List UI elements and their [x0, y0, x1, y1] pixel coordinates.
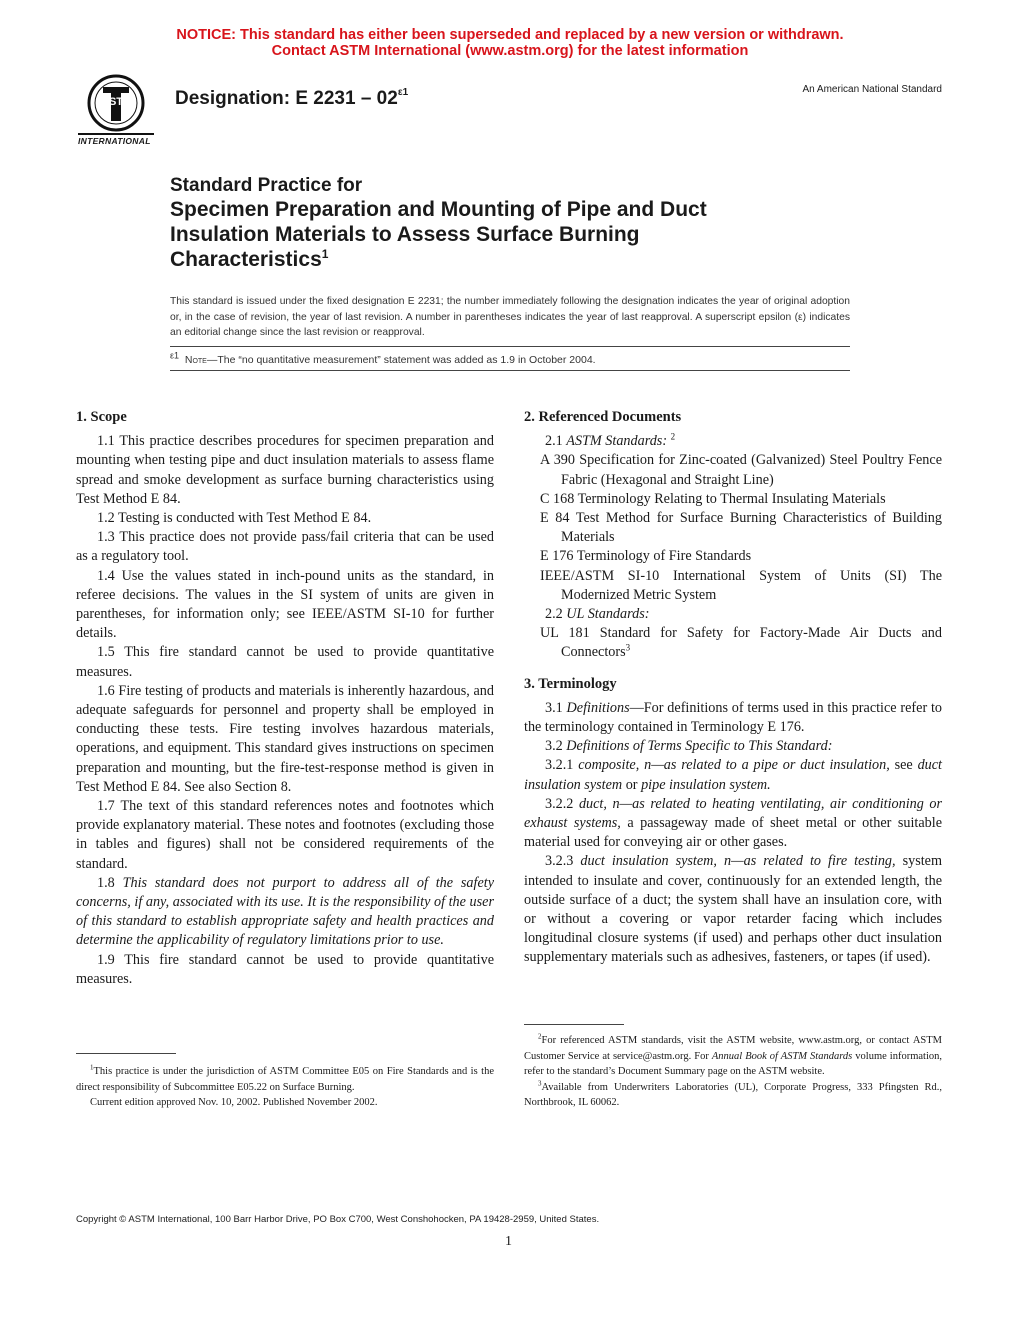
notice-line-2: Contact ASTM International (www.astm.org) for the latest information	[271, 43, 749, 59]
para-1-4: 1.4 Use the values stated in inch-pound units as the standard, in referee decisions. The values in the SI system of units are given in parentheses, for information only; see IEEE/ASTM SI-10 for further details.	[76, 567, 494, 642]
para-1-2: 1.2 Testing is conducted with Test Method E 84.	[97, 510, 372, 527]
notice-line-1: NOTICE: This standard has either been superseded and replaced by a new version or withdrawn.	[176, 27, 844, 43]
para-3-2: 3.2 Definitions of Terms Specific to This Standard:	[545, 738, 833, 755]
logo-subtext: INTERNATIONAL	[78, 136, 151, 146]
divider	[170, 346, 850, 347]
para-1-6: 1.6 Fire testing of products and materials is inherently hazardous, and adequate safeguards for personnel and property shall be employed in conducting these tests. Fire testing involves hazardous materials, operations, and equipment. This standard gives instructions on specimen preparation and mounting, but the fire-test-response method is given in Test Method E 84. See also Section 8.	[76, 682, 494, 795]
epsilon-note: $^{\varepsilon 1}$ Note—The “no quantitative measurement” statement was added as 1.9 in October 2004.	[170, 350, 596, 366]
footnote-rule	[524, 1024, 624, 1025]
ref-c168: C 168 Terminology Relating to Thermal Insulating Materials	[540, 490, 886, 507]
issued-statement: This standard is issued under the fixed designation E 2231; the number immediately following the designation indicates the year of original adoption or, in the case of revision, the year of last revision. A number in parentheses indicates the year of last reapproval. A superscript epsilon (ε) indicates an editorial change since the last revision or reapproval.	[170, 296, 850, 339]
page-number: 1	[505, 1234, 512, 1249]
right-column	[524, 408, 942, 968]
ref-a390: A 390 Specification for Zinc-coated (Galvanized) Steel Poultry Fence Fabric (Hexagonal and Straight Line)	[540, 452, 942, 488]
title-line-2: Specimen Preparation and Mounting of Pipe and Duct	[170, 198, 707, 221]
para-2-2: 2.2 UL Standards:	[545, 606, 650, 623]
copyright: Copyright © ASTM International, 100 Barr Harbor Drive, PO Box C700, West Conshohocken, PA 19428-2959, United States.	[76, 1214, 600, 1225]
footnote-1: $^1$This practice is under the jurisdiction of ASTM Committee E05 on Fire Standards and is the direct responsibility of Subcommittee E05.22 on Surface Burning. Current edition approved Nov. 10, 2002. Published November 2002.	[76, 1063, 494, 1109]
para-2-1: 2.1 ASTM Standards: $^2$	[545, 431, 676, 450]
ref-e84: E 84 Test Method for Surface Burning Characteristics of Building Materials	[540, 510, 942, 546]
footnote-2: $^2$For referenced ASTM standards, visit the ASTM website, www.astm.org, or contact ASTM Customer Service at service@astm.org. For Annual Book of ASTM Standards volume information, refer to the standard’s Document Summary page on the ASTM website.	[524, 1032, 942, 1078]
national-standard-label: An American National Standard	[802, 84, 942, 95]
ref-ul181: UL 181 Standard for Safety for Factory-Made Air Ducts and Connectors$^3$	[540, 625, 942, 661]
ref-e176: E 176 Terminology of Fire Standards	[540, 548, 752, 565]
terminology-heading: 3. Terminology	[524, 675, 617, 692]
referenced-documents-heading: 2. Referenced Documents	[524, 409, 682, 425]
title-line-1: Standard Practice for	[170, 175, 363, 196]
logo-text: ASTM	[101, 96, 133, 108]
para-1-1: 1.1 This practice describes procedures for specimen preparation and mounting when testing pipe and duct insulation materials to assess flame spread and smoke development as surface burning characteristics using Test Method E 84.	[76, 433, 494, 507]
ref-si10: IEEE/ASTM SI-10 International System of Units (SI) The Modernized Metric System	[540, 567, 942, 603]
para-1-8: 1.8 This standard does not purport to address all of the safety concerns, if any, associated with its use. It is the responsibility of the user of this standard to establish appropriate safety and health practices and determine the applicability of regulatory limitations prior to use.	[76, 874, 495, 949]
para-3-1: 3.1 Definitions—For definitions of terms used in this practice refer to the terminology contained in Terminology E 176.	[524, 699, 943, 736]
footnotes-right	[524, 1033, 942, 1111]
para-3-2-1: 3.2.1 composite, n—as related to a pipe or duct insulation, see duct insulation system or pipe insulation system.	[524, 757, 942, 793]
para-1-7: 1.7 The text of this standard references notes and footnotes which provide explanatory material. These notes and footnotes (excluding those in tables and figures) shall not be considered requirements of the standard.	[76, 798, 494, 872]
left-column	[76, 408, 494, 989]
title-line-4: Characteristics$^1$	[170, 247, 329, 271]
footnote-3: $^3$Available from Underwriters Laboratories (UL), Corporate Progress, 333 Pfingsten Rd., Northbrook, IL 60062.	[524, 1079, 942, 1109]
footnote-rule	[76, 1053, 176, 1054]
para-3-2-2: 3.2.2 duct, n—as related to heating ventilating, air conditioning or exhaust systems, a passageway made of sheet metal or other suitable material used for conveying air or other gases.	[524, 795, 943, 851]
document-title	[170, 175, 890, 272]
para-1-9: 1.9 This fire standard cannot be used to provide quantitative measures.	[76, 951, 494, 987]
divider	[170, 370, 850, 371]
designation: Designation: E $2231 - 02^{\varepsilon 1}$	[175, 86, 409, 109]
para-3-2-3: 3.2.3 duct insulation system, n—as related to fire testing, system intended to insulate and cover, continuously for an extended length, the outside surface of a duct; the system shall have an insulation core, with or without a covering or vapor retarder facing which includes longitudinal closure systems (if used) and perhaps other duct insulation supplementary materials such as adhesives, fasteners, or tapes (if used).	[524, 853, 942, 966]
para-1-3: 1.3 This practice does not provide pass/fail criteria that can be used as a regulatory tool.	[76, 529, 494, 565]
title-line-3: Insulation Materials to Assess Surface Burning	[170, 223, 640, 246]
scope-heading: 1. Scope	[76, 409, 127, 425]
para-1-5: 1.5 This fire standard cannot be used to provide quantitative measures.	[76, 644, 494, 680]
